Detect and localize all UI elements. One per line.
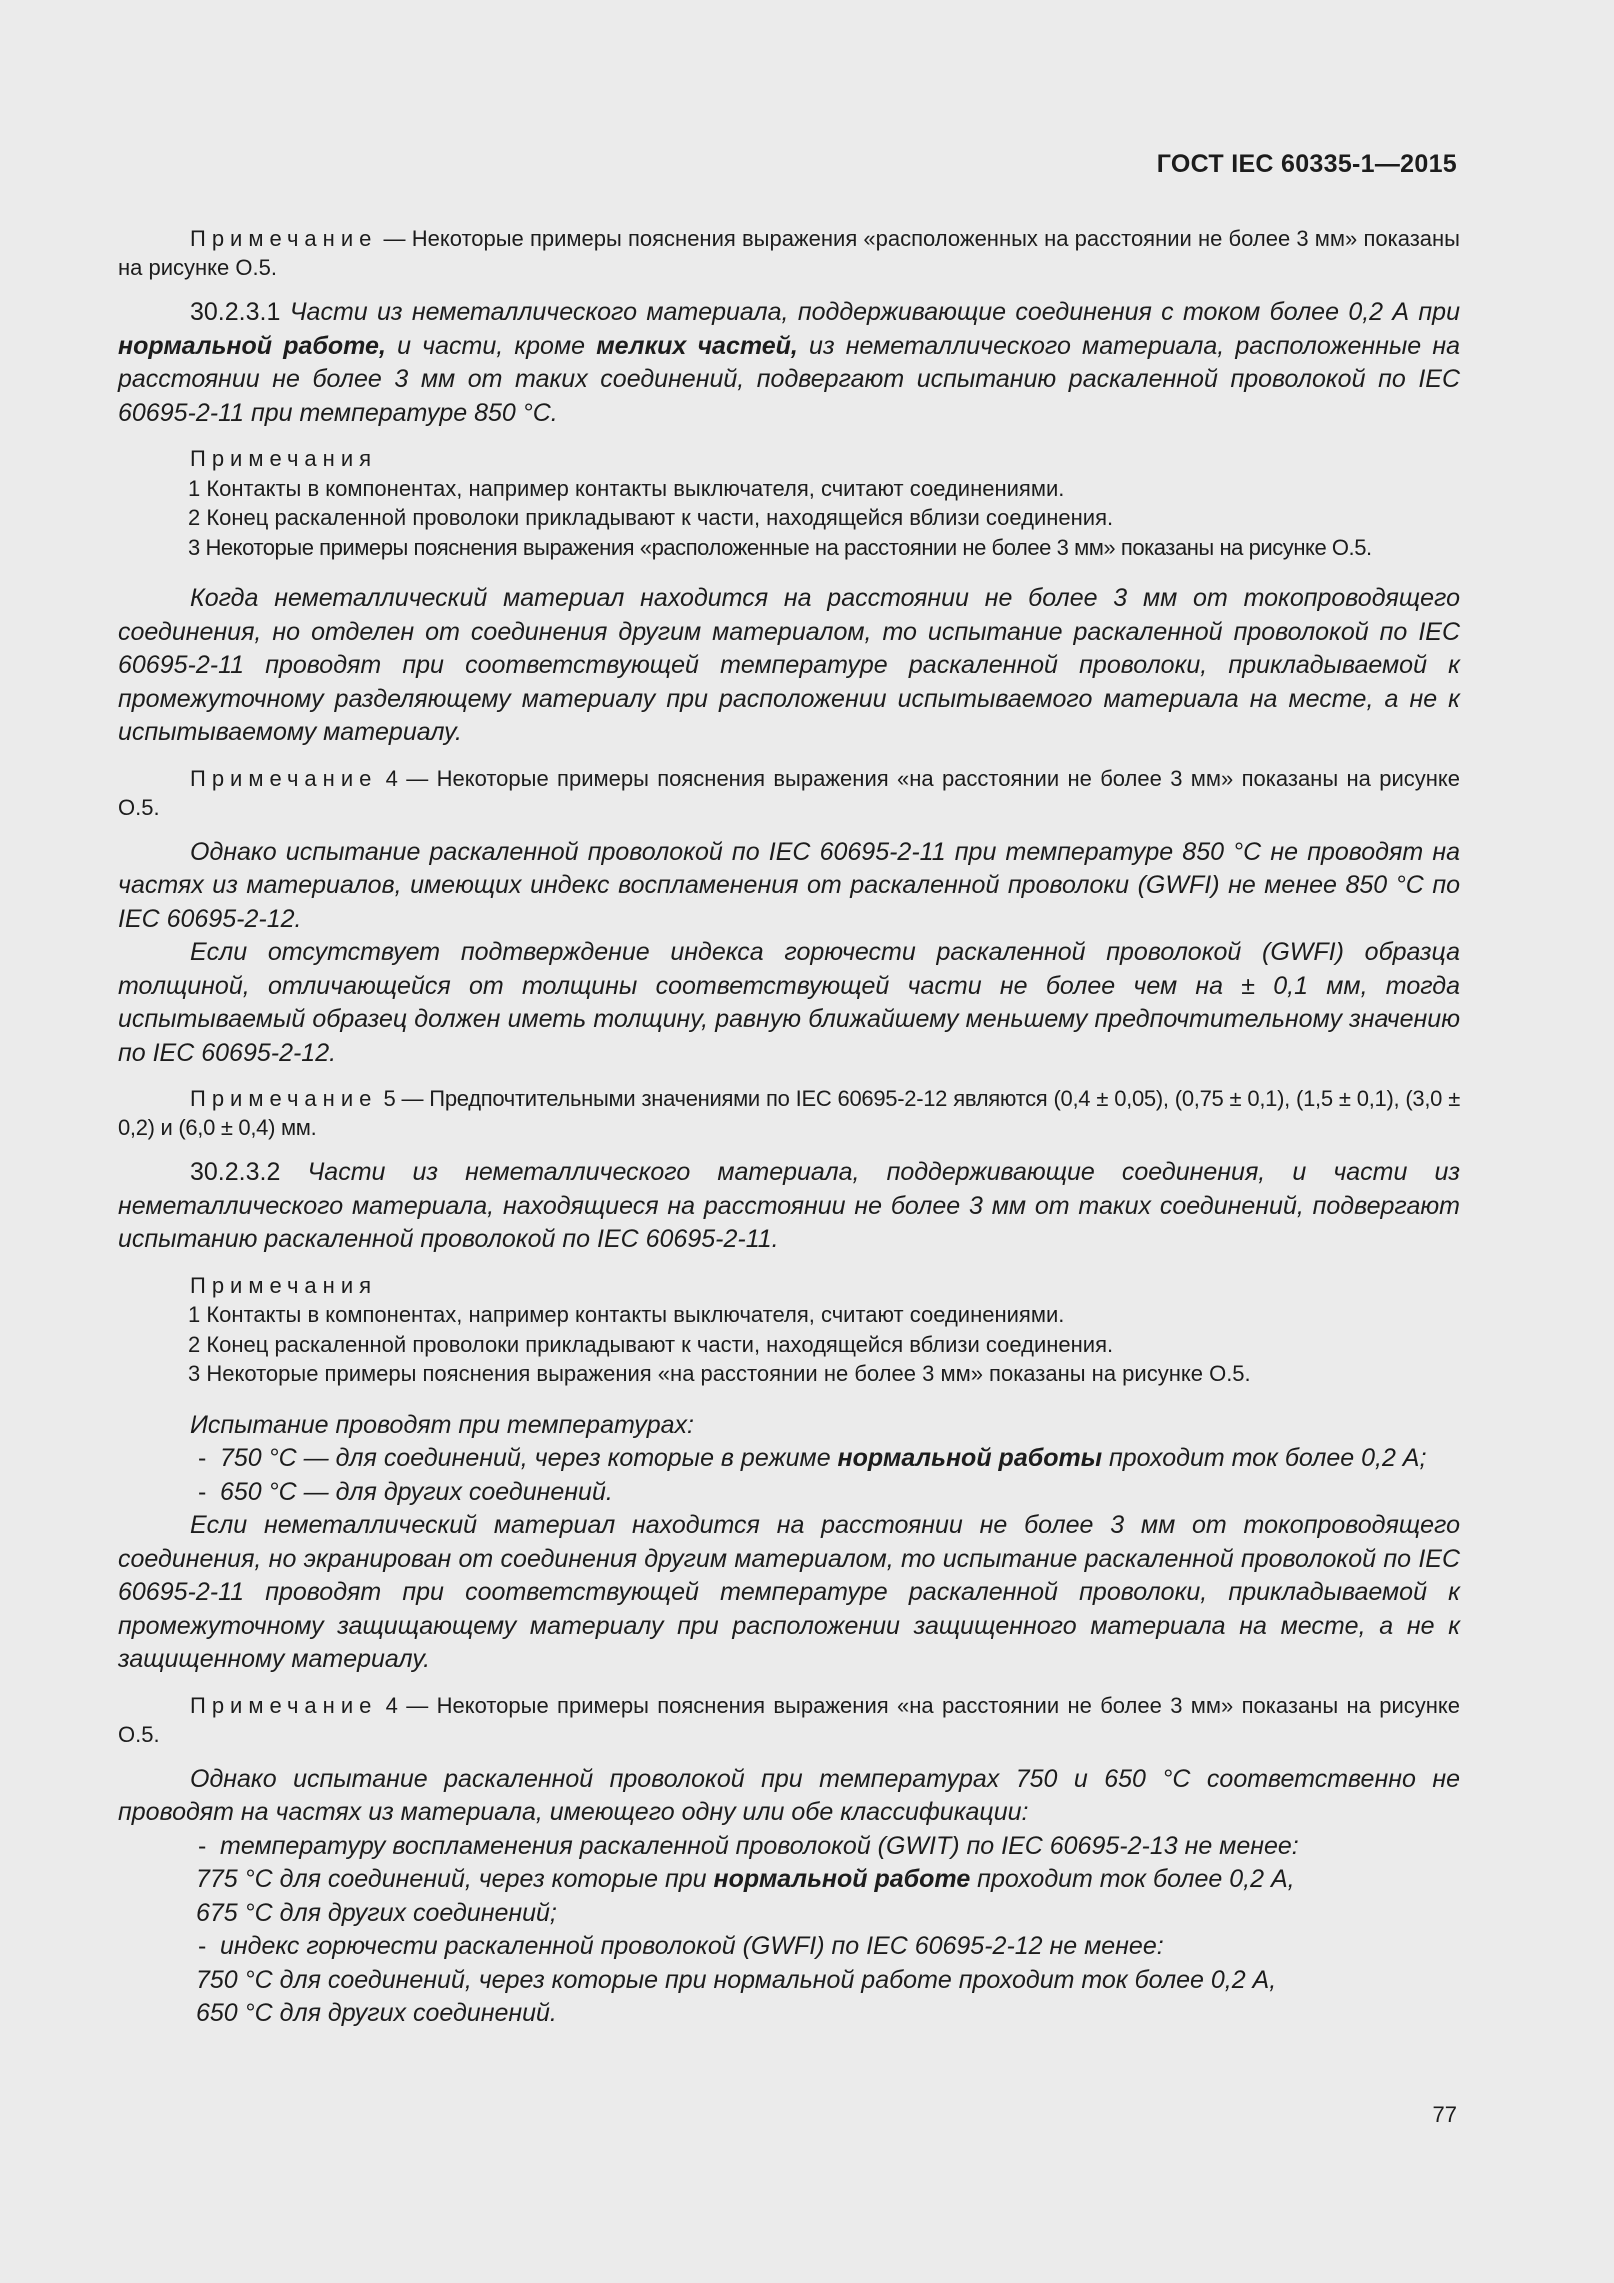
note-item: 1 Контакты в компонентах, например контакты выключателя, считают соединениями. xyxy=(188,1302,1065,1327)
body-paragraph: Испытание проводят при температурах: xyxy=(190,1410,695,1439)
notes-heading: Примечания xyxy=(190,446,378,471)
clause-30-2-3-2: 30.2.3.2 Части из неметаллического материала, поддерживающие соединения, и части из неметаллического материала, находящиеся на расстоянии не более 3 мм от таких соединений, подвергают испытанию раскаленной проволокой по IEC 60695-2-11. xyxy=(118,1158,1460,1253)
list-item: - 750 °C — для соединений, через которые в режиме нормальной работы проходит ток более 0,2 А; xyxy=(198,1444,1427,1472)
notes-block xyxy=(118,444,1460,562)
note-paragraph xyxy=(118,1691,1460,1749)
list-item-continuation: 750 °C для соединений, через которые при нормальной работе проходит ток более 0,2 А, xyxy=(196,1965,1277,1994)
list-item-continuation: 775 °C для соединений, через которые при нормальной работе проходит ток более 0,2 А, xyxy=(196,1865,1295,1893)
document-code: ГОСТ IEC 60335-1—2015 xyxy=(1156,150,1457,178)
term-normal-operation: нормальной работе xyxy=(713,1865,971,1893)
body-paragraph: Если отсутствует подтверждение индекса горючести раскаленной проволокой (GWFI) образца толщиной, отличающейся от толщины соответствующей части не более чем на ± 0,1 мм, тогда испытываемый образец должен иметь толщину, равную ближайшему меньшему предпочтительному значению по IEC 60695-2-12. xyxy=(118,938,1460,1067)
clause-30-2-3-1: 30.2.3.1 Части из неметаллического материала, поддерживающие соединения с током более 0,2 А при нормальной работе, и части, кроме мелких частей, из неметаллического материала, расположенные на расстоянии не более 3 мм от таких соединений, подвергают испытанию раскаленной проволокой по IEC 60695-2-11 при температуре 850 °C. xyxy=(118,298,1461,427)
clause-number: 30.2.3.1 xyxy=(190,298,290,326)
note-paragraph xyxy=(118,764,1460,822)
list-item: - температуру воспламенения раскаленной проволокой (GWIT) по IEC 60695-2-13 не менее: xyxy=(198,1831,1299,1860)
note-item: 2 Конец раскаленной проволоки прикладывают к части, находящейся вблизи соединения. xyxy=(188,1331,1114,1357)
note-paragraph xyxy=(118,224,1460,282)
note-label: Примечание xyxy=(190,1086,378,1111)
notes-block xyxy=(118,1271,1460,1389)
page-content xyxy=(118,224,1460,2031)
note-item: 3 Некоторые примеры пояснения выражения «на расстоянии не более 3 мм» показаны на рисунке O.5. xyxy=(188,1361,1251,1386)
note-text: 4 — Некоторые примеры пояснения выражения «на расстоянии не более 3 мм» показаны на рисунке O.5. xyxy=(118,765,1460,820)
list-item: - индекс горючести раскаленной проволокой (GWFI) по IEC 60695-2-12 не менее: xyxy=(198,1932,1164,1960)
note-paragraph xyxy=(118,1084,1460,1142)
note-label: Примечание xyxy=(190,765,378,791)
body-paragraph: Однако испытание раскаленной проволокой при температурах 750 и 650 °C соответственно не проводят на частях из материала, имеющего одну или обе классификации: xyxy=(118,1764,1460,1826)
body-paragraph: Если неметаллический материал находится на расстоянии не более 3 мм от токопроводящего соединения, но экранирован от соединения другим материалом, то испытание раскаленной проволокой по IEC 60695-2-11 проводят при соответствующей температуре раскаленной проволоки, прикладываемой к промежуточному защищающему материалу при расположении защищенного материала на месте, а не к защищенному материалу. xyxy=(118,1511,1460,1673)
note-text: 5 — Предпочтительными значениями по IEC 60695-2-12 являются (0,4 ± 0,05), (0,75 ± 0,1), (1,5 ± 0,1), (3,0 ± 0,2) и (6,0 ± 0,4) мм. xyxy=(118,1086,1460,1140)
note-item: 1 Контакты в компонентах, например контакты выключателя, считают соединениями. xyxy=(188,475,1065,501)
term-normal-operation: нормальной работы xyxy=(837,1444,1103,1472)
note-text: 4 — Некоторые примеры пояснения выражения «на расстоянии не более 3 мм» показаны на рисунке O.5. xyxy=(118,1692,1460,1747)
page-number: 77 xyxy=(1432,2102,1457,2127)
list-item-continuation: 675 °C для других соединений; xyxy=(196,1898,557,1927)
note-item: 2 Конец раскаленной проволоки прикладывают к части, находящейся вблизи соединения. xyxy=(188,505,1114,530)
note-label: Примечание xyxy=(190,1692,378,1718)
clause-number: 30.2.3.2 xyxy=(190,1158,308,1186)
note-label: Примечание xyxy=(190,226,378,251)
term-small-parts: мелких частей, xyxy=(596,331,798,360)
term-normal-operation: нормальной работе, xyxy=(118,331,386,360)
note-item: 3 Некоторые примеры пояснения выражения «расположенные на расстоянии не более 3 мм» показаны на рисунке O.5. xyxy=(188,534,1372,560)
list-item-continuation: 650 °C для других соединений. xyxy=(196,1999,557,2027)
body-paragraph: Однако испытание раскаленной проволокой по IEC 60695-2-11 при температуре 850 °C не проводят на частях из материалов, имеющих индекс воспламенения от раскаленной проволоки (GWFI) не менее 850 °C по IEC 60695-2-12. xyxy=(118,837,1460,933)
notes-heading: Примечания xyxy=(190,1272,378,1298)
note-text: — Некоторые примеры пояснения выражения «расположенных на расстоянии не более 3 мм» показаны на рисунке O.5. xyxy=(118,226,1460,280)
body-paragraph: Когда неметаллический материал находится на расстоянии не более 3 мм от токопроводящего соединения, но отделен от соединения другим материалом, то испытание раскаленной проволокой по IEC 60695-2-11 проводят при соответствующей температуре раскаленной проволоки, прикладываемой к промежуточному разделяющему материалу при расположении испытываемого материала на месте, а не к испытываемому материалу. xyxy=(118,584,1460,746)
list-item: - 650 °C — для других соединений. xyxy=(198,1477,613,1506)
